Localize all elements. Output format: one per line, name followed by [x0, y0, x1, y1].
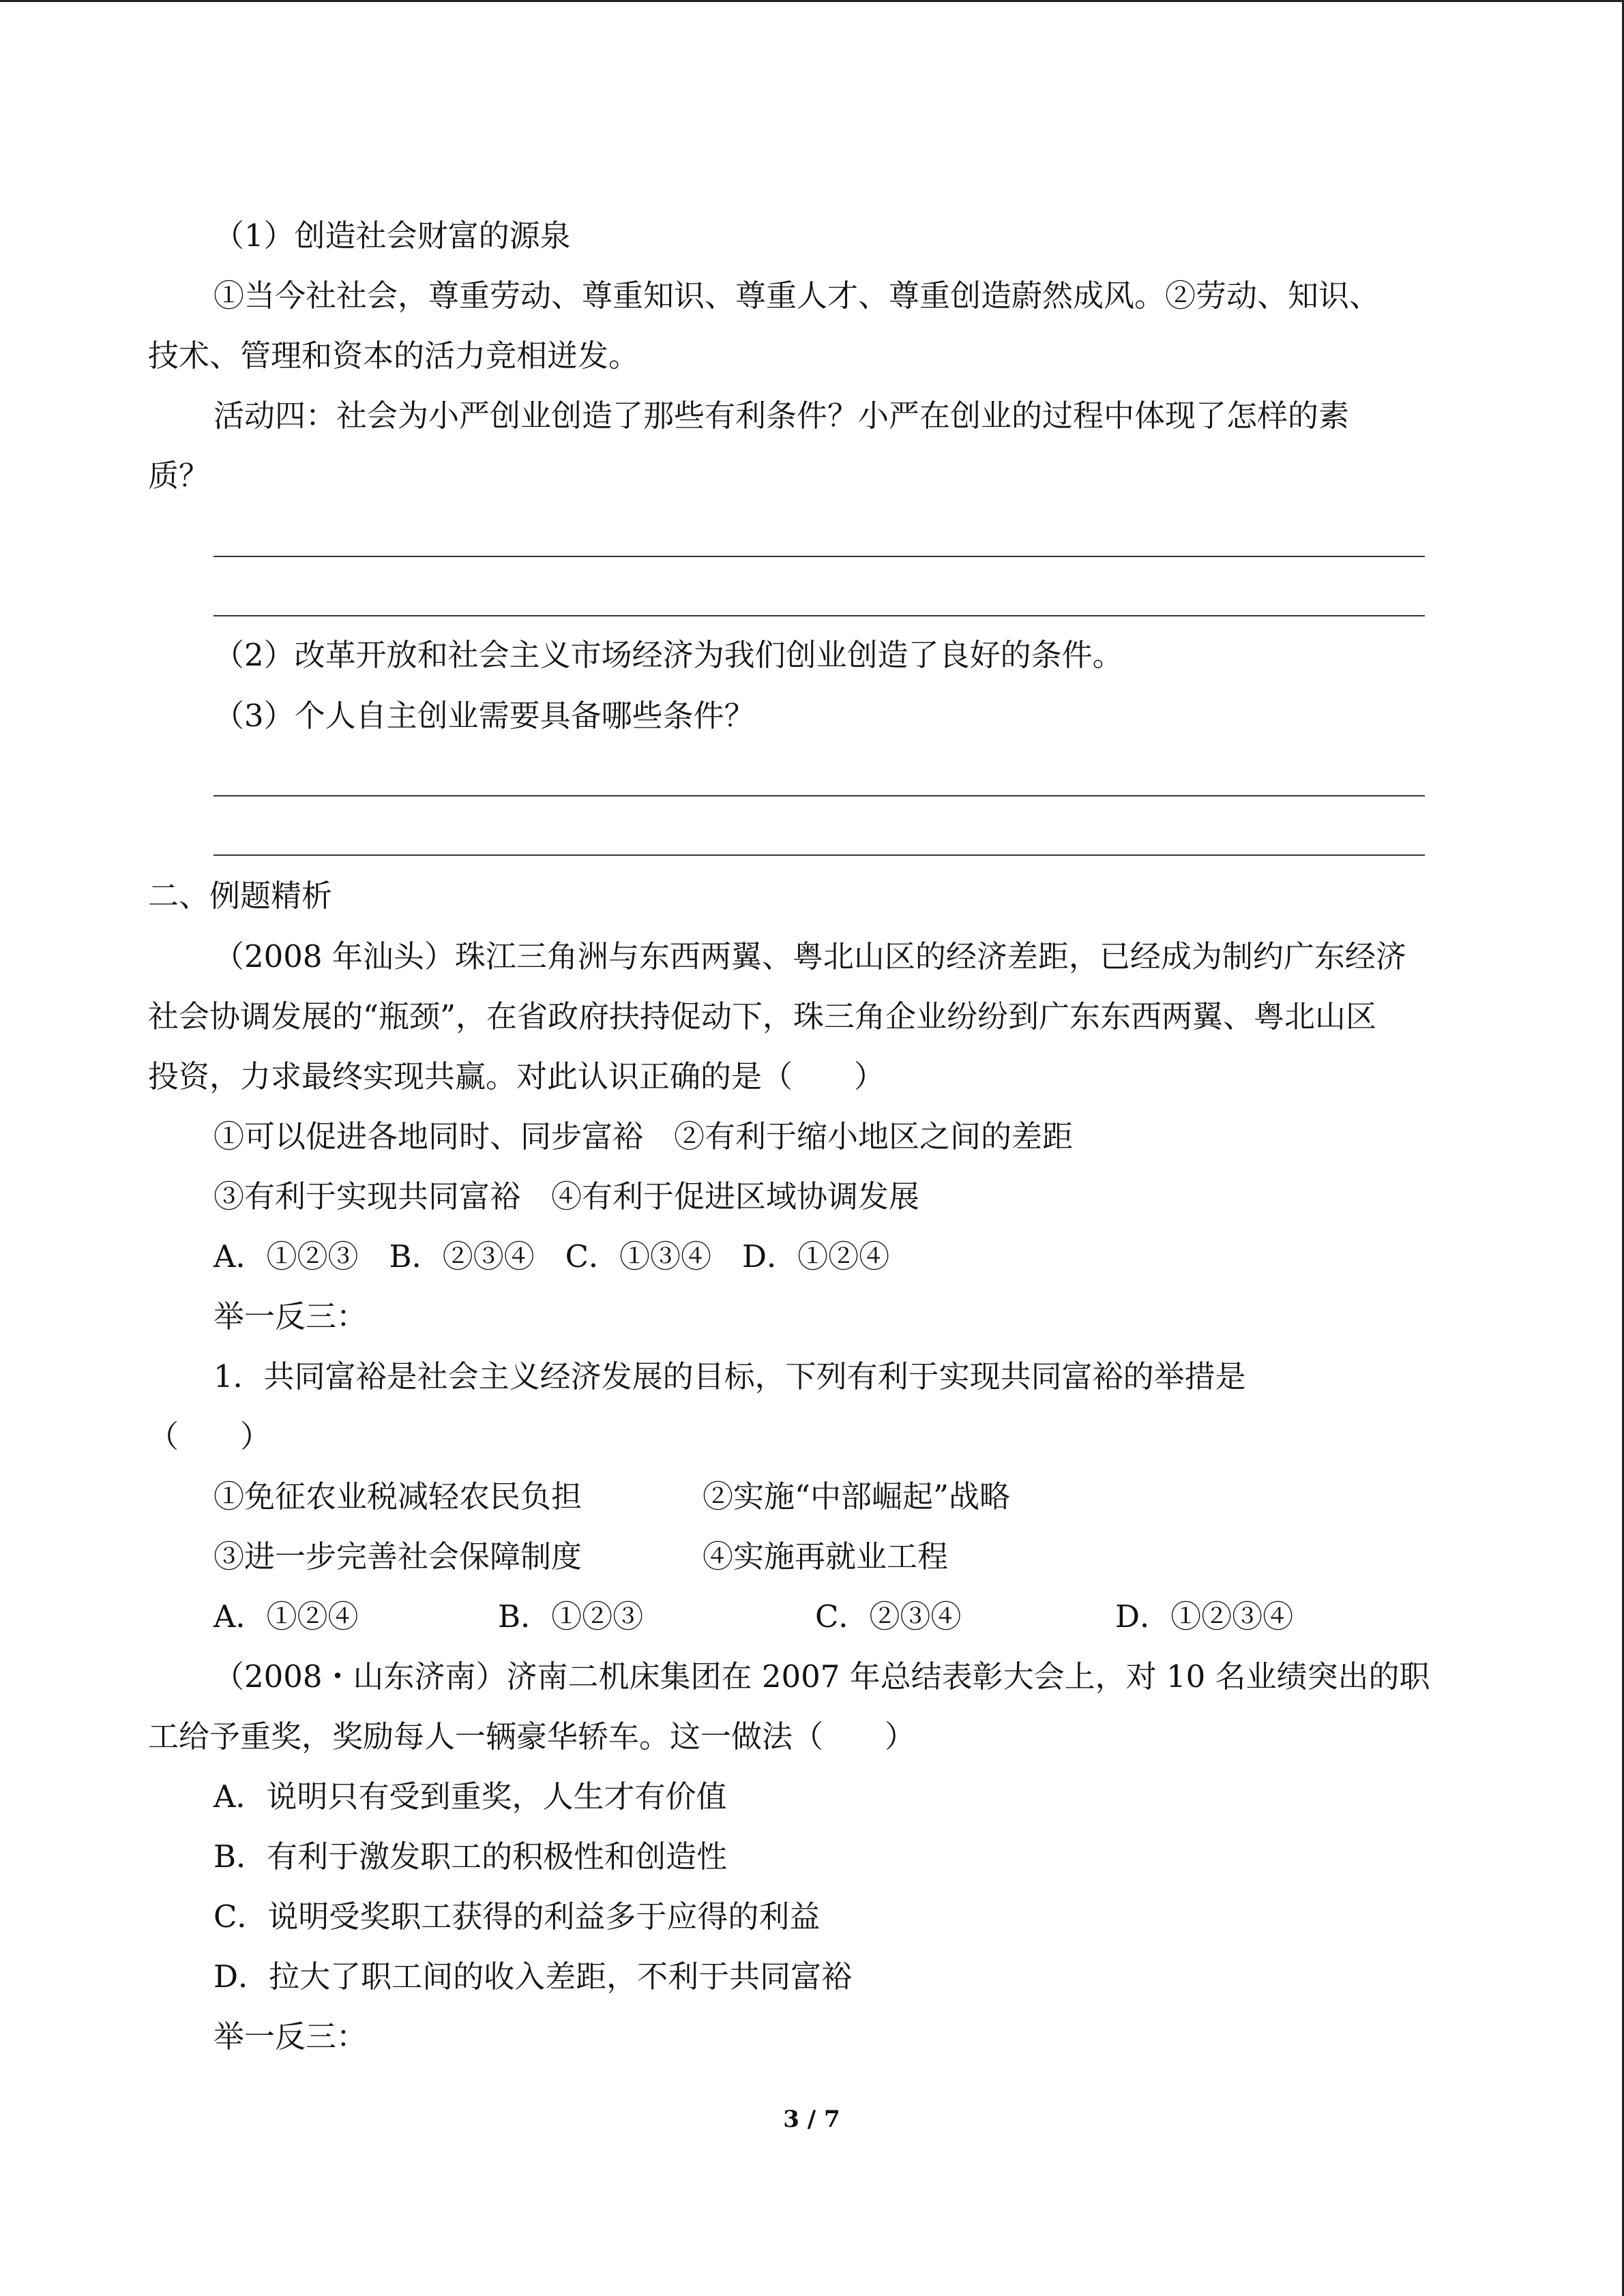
paragraph-line: ①当今社社会，尊重劳动、尊重知识、尊重人才、尊重创造蔚然成风。②劳动、知识、 — [213, 278, 1381, 314]
option-b: B．①②③ — [498, 1598, 644, 1635]
answer-line — [213, 556, 1425, 557]
statement-3: ③进一步完善社会保障制度 — [213, 1538, 582, 1575]
paragraph-line: 技术、管理和资本的活力竞相迸发。 — [148, 338, 640, 374]
answer-options: A．①②③ B．②③④ C．①③④ D．①②④ — [213, 1238, 890, 1274]
option-b: B．有利于激发职工的积极性和创造性 — [213, 1838, 728, 1875]
paragraph-line: 工给予重奖，奖励每人一辆豪华轿车。这一做法（ ） — [148, 1718, 916, 1755]
answer-line — [213, 615, 1425, 616]
example-question-2: （2008・山东济南）济南二机床集团在 2007 年总结表彰大会上，对 10 名业绩突出的职 — [213, 1658, 1430, 1695]
statement-line: ①可以促进各地同时、同步富裕 ②有利于缩小地区之间的差距 — [213, 1118, 1074, 1154]
activity-4-question: 活动四：社会为小严创业创造了那些有利条件？小严在创业的过程中体现了怎样的素 — [213, 398, 1350, 434]
page-number: 3 / 7 — [783, 2106, 840, 2133]
option-d: D．①②③④ — [1115, 1598, 1294, 1635]
answer-line — [213, 795, 1425, 796]
statement-line: ③有利于实现共同富裕 ④有利于促进区域协调发展 — [213, 1178, 920, 1214]
practice-question-1: 1．共同富裕是社会主义经济发展的目标，下列有利于实现共同富裕的举措是 — [213, 1358, 1246, 1395]
option-a: A．说明只有受到重奖，人生才有价值 — [213, 1778, 727, 1815]
practice-heading: 举一反三： — [213, 2018, 368, 2055]
section-1-heading: （1）创造社会财富的源泉 — [213, 218, 571, 254]
paragraph-line: 社会协调发展的“瓶颈”，在省政府扶持促动下，珠三角企业纷纷到广东东西两翼、粤北山区 — [148, 998, 1377, 1034]
practice-heading: 举一反三： — [213, 1298, 368, 1335]
paragraph-line: 质？ — [148, 458, 210, 494]
example-section-title: 二、例题精析 — [148, 878, 333, 914]
statement-4: ④实施再就业工程 — [703, 1538, 949, 1575]
section-3-question: （3）个人自主创业需要具备哪些条件？ — [213, 698, 755, 734]
statement-1: ①免征农业税减轻农民负担 — [213, 1478, 582, 1515]
statement-2: ②实施“中部崛起”战略 — [703, 1478, 1011, 1515]
section-2-heading: （2）改革开放和社会主义市场经济为我们创业创造了良好的条件。 — [213, 637, 1123, 673]
option-d: D．拉大了职工间的收入差距，不利于共同富裕 — [213, 1958, 853, 1995]
answer-line — [213, 854, 1425, 856]
option-a: A．①②④ — [213, 1598, 359, 1635]
option-c: C．说明受奖职工获得的利益多于应得的利益 — [213, 1898, 821, 1935]
answer-bracket: （ ） — [148, 1418, 271, 1455]
example-question: （2008 年汕头）珠江三角洲与东西两翼、粤北山区的经济差距，已经成为制约广东经济 — [213, 938, 1406, 974]
option-c: C．②③④ — [815, 1598, 962, 1635]
paragraph-line: 投资，力求最终实现共赢。对此认识正确的是（ ） — [148, 1058, 885, 1094]
